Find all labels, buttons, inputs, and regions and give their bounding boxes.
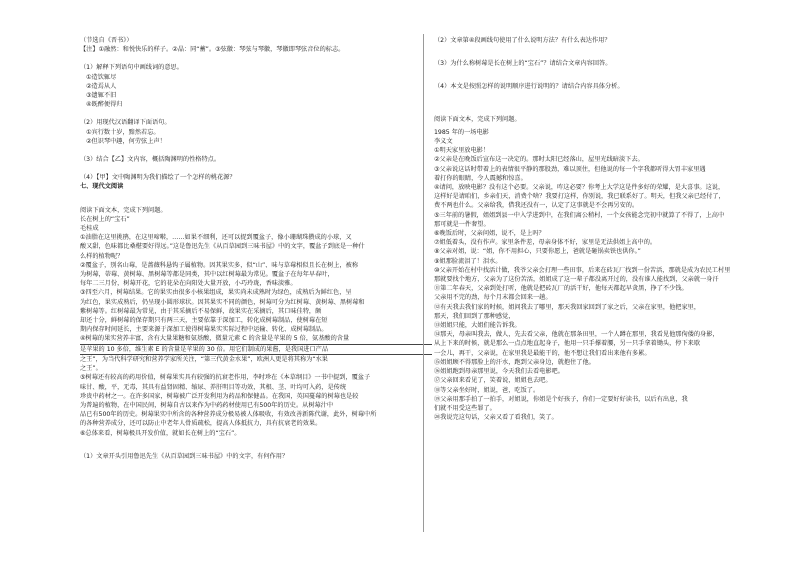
q1-item: ②造焉从人 <box>86 82 117 90</box>
story-paragraph: ⑦姐低着头，没有作声。家里条件差，母亲身体不好，家里是无法供姐上高中的。 <box>434 239 657 247</box>
story-paragraph: ⑥晚饭后时，父亲问姐，说不，是上吗？ <box>434 230 545 238</box>
story-paragraph: ⑫有天我去我们家的时候，姐问我去了哪里，那天我回家回到了家之后，父亲在家里，他把家里， 那天，我们回到了那种感觉， <box>434 303 701 320</box>
story-paragraph: ⑨姐那脸流泪了！泪水。 <box>434 257 502 265</box>
story-paragraph: ②父亲是在晚饭后宣布这一决定的。那时太阳已经落山，屋里光线暗淡下去。 <box>434 156 644 164</box>
q1-item: ④既醉便得归 <box>86 101 123 109</box>
story-paragraph: ③父亲说这话时带着上的表情很平静的那股劲，难以顶住，但他说的每一个字我都听得大胃丰家里遇 着打你的眼睛，令人震撼和惊喜。 <box>434 165 706 182</box>
article-paragraph: ⑥总体来看，树莓极具开发价值，就如长在树上的“宝石”。 <box>80 429 241 437</box>
story-paragraph: ⑱等父亲坐好时，姐说，爸，吃饭了。 <box>434 386 540 394</box>
q1-article: （1）文章开头引用鲁迅先生《从百草园到三味书屋》中的文字，有何作用？ <box>80 452 289 460</box>
q2-article: （2）文章第④段画线句使用了什么说明方法？有什么表达作用？ <box>434 37 611 44</box>
article-paragraph: ④树莓的果实营养丰富，含有大量果糖和氨基酸，微量元素 C 的含量是苹果的 5 倍，氨基酸的含量 是苹果的 10 多倍，维生素 E 的含量是苹果的 30 倍。用它们制成的果酱，是我国进口产品 之王”，为当代科学研究和营养学家所关注，“第三代黄金水果”，欧洲人更是将其称为“水果 之王”。 <box>80 334 432 373</box>
story-paragraph: ⑪第二年春天，父亲到处打听，他就是把砖瓦厂的活干好，他每天都起早贪黑，挣了不少钱。 父亲用不完的劲，每个月末都会回来一趟。 <box>434 285 688 302</box>
q1-intro: （1）解释下列语句中画线词的意思。 <box>80 64 183 72</box>
q1-item: ①造饮辄尽 <box>86 73 117 81</box>
annotation-line: 【注】①融然：和悦快乐的样子。②晶：同“蓄”。③弦徽：琴弦与琴徽，琴徽即琴弦音位的标志。 <box>80 46 345 54</box>
section-title: 七、现代文阅读 <box>80 183 124 191</box>
story-paragraph: ⑭那天，母亲叫我去，做人，先去看父亲，他就在那条田里，一个人蹲在那里，我看见他那佝偻的身影， 从上下来的时候，就是那么一点点地直起身子，他用一只手撑着腰，另一只手拿着锄头，停下来歇 一会儿，再干，父亲说，在家里我是最能干的，他不想让我们看出来他有多累。 <box>434 331 719 357</box>
article-paragraph: ②覆盆子，别名山莓，是蔷薇科悬钩子属植物。因其果实多，似“山”、味与草莓相似且长在树上，被称 为树莓，蒂莓、黄树莓、黑树莓等都是同类，其中以红树莓最为常见。覆盆子在每年早春叶， 每年二三月份，树莓开花，它的花朵在向阳处大量开放，小巧玲珑，香味淡雅。 <box>80 261 359 288</box>
story-paragraph: ①明天家里放电影！ <box>434 147 490 155</box>
read-instruction: 阅读下面文本，完成下列问题。 <box>80 206 167 214</box>
story-paragraph: ⑮姐姐顾不得那脸上的汗水，跑到父亲身边，就抱住了他。 <box>434 358 595 366</box>
story-title: 1985 年的一场电影 <box>434 128 489 136</box>
story-paragraph: ⑤三年前的暑假，姐姐到县一中入学进到中，在我们离公稍村，一个女孩能念完初中就算了不得了，上高中 那可就是一件奢望。 <box>434 211 725 228</box>
left-column <box>80 36 432 461</box>
article-title: 长在树上的“宝石” <box>80 215 130 223</box>
q1-item: ③遗辄不旧 <box>86 92 117 100</box>
story-paragraph: ⑬姐姐只能，大姐们能告诉我。 <box>434 322 521 330</box>
q2-intro: （2）用现代汉语翻译下面语句。 <box>80 119 171 127</box>
source-note: （节选自《晋书》） <box>80 37 133 44</box>
q2-item: ②但识琴中趣，何劳弦上声！ <box>86 137 166 145</box>
q4-article: （4）本文是按照怎样的说明顺序进行说明的？请结合内容具体分析。 <box>434 83 624 91</box>
column-divider <box>423 34 424 532</box>
story-paragraph: ⑧父亲对姐，说：“姐，你不用担心，只要你愿上，爸就是砸锅卖铁也供你。” <box>434 248 641 256</box>
story-paragraph: ⑳我说完这句话，父亲又看了看我们，笑了。 <box>434 414 558 422</box>
q3-article: （3）为什么称树莓是长在树上的“宝石”？请结合文章内容回答。 <box>434 60 612 68</box>
q2-item: ①宾行数十岁，黯然若忘。 <box>86 128 160 136</box>
q3: （3）结合【乙】文内容，概括陶渊明的性格特点。 <box>80 156 221 164</box>
story-paragraph: ⑰父亲回来看见了，笑着说，姐姐也去吧。 <box>434 377 552 385</box>
story-paragraph: ⑩父亲开始在村中找活计做，我爷父亲会打理一些田事，后来在砖瓦厂找到一份苦活，那就是成为农民工村里 那就要找个地方，父亲为了这份苦活，姐姐成了这一辈子都没离开过的，没有谁人能找到，父亲就一身汗 <box>434 266 731 284</box>
story-paragraph: ⑯姐姐跑到母亲那里说，今天我们去看电影吧。 <box>434 368 564 376</box>
story-paragraph: ④请问，放映电影？没有这个必要。父亲说，咋这必要？你考上大学这是件多好的荣耀，是大喜事。这说， 这样好是请咱们，乡亲们天，消费个啥？我要打这样，你别说，我已联系好了。明天，但我父亲已经付了， 费不两也什么。父亲给我，借我还没有一，认定了这事就是不会再另安的。 <box>434 184 725 210</box>
article-paragraph: ③四至六月，树莓结果。它的果实由很多小核果组成，果实尚未成熟时为绿色，成熟后为鲜红色，呈 为红色，果实成熟后，仍呈现小圆形球状。因其果实不同的颜色，树莓可分为红树莓、黄树莓、黑树莓和 紫树莓等。红树莓最为常见，由于其采摘后不易保鲜，故果实在采摘后，其口味佳特，颇 却还十分，鲜树莓的保存期只有两三天，主要依靠于深加工，转化成树莓制品，使树莓在短 期内保存时间延长，主要来源于深加工使得树莓果实实际过程中运输、转化、成树莓制品。 <box>80 289 365 334</box>
article-author: 毛桂成 <box>80 225 99 233</box>
article-paragraph: ①油脂在这里挑鹃，在这里啼啭，……如果不细利，还可以捉到覆盆子，像小珊瑚珠攒成的小球，又 酸又甜，色味都比桑椹要好得远。”这是鲁迅先生《从百草园到三味书屋》中的文字，覆盆子到底是一种什 么样的植物呢？ <box>80 234 365 260</box>
right-column <box>434 36 780 422</box>
article-paragraph: ⑤树莓还有较高的药用价值，树莓果实具有较强的抗衰老作用，李时珍在《本草纲目》一书中提到，覆盆子 味甘、酸，平，无毒，其具有益肾固精、缩尿、养肝明目等功效，其根、茎、叶均可入药，是传统 珍贵中药材之一。在许多国家，树莓被广泛开发利用为药品和保健品。在我国，英国蔓莓的树莓也是较 为普遍的植物，在中国民间，树莓自古以来作为中药药材使用已有500年的历史。从树莓汁中 品已有500年的历史。树莓果实中所含的各种营养成分极易被人体吸收，有效改善新陈代谢，此外，树莓中所 的各种营养成分，还可以防止中老年人骨质疏松，提高人体抵抗力，具有抗衰老的效果。 <box>80 374 377 428</box>
q4: （4）【甲】文中陶渊明为我们描绘了一个怎样的桃花源？ <box>80 174 236 182</box>
story-author: 李义文 <box>434 138 453 146</box>
story-paragraph: ⑲父亲用那手拍了一拍手，对姐说，你姐是个好孩子，你们一定要好好读书，以后有出息，我 们就不用受这些罪了。 <box>434 395 688 412</box>
read-instruction: 阅读下面文本，完成下列问题。 <box>434 115 521 123</box>
